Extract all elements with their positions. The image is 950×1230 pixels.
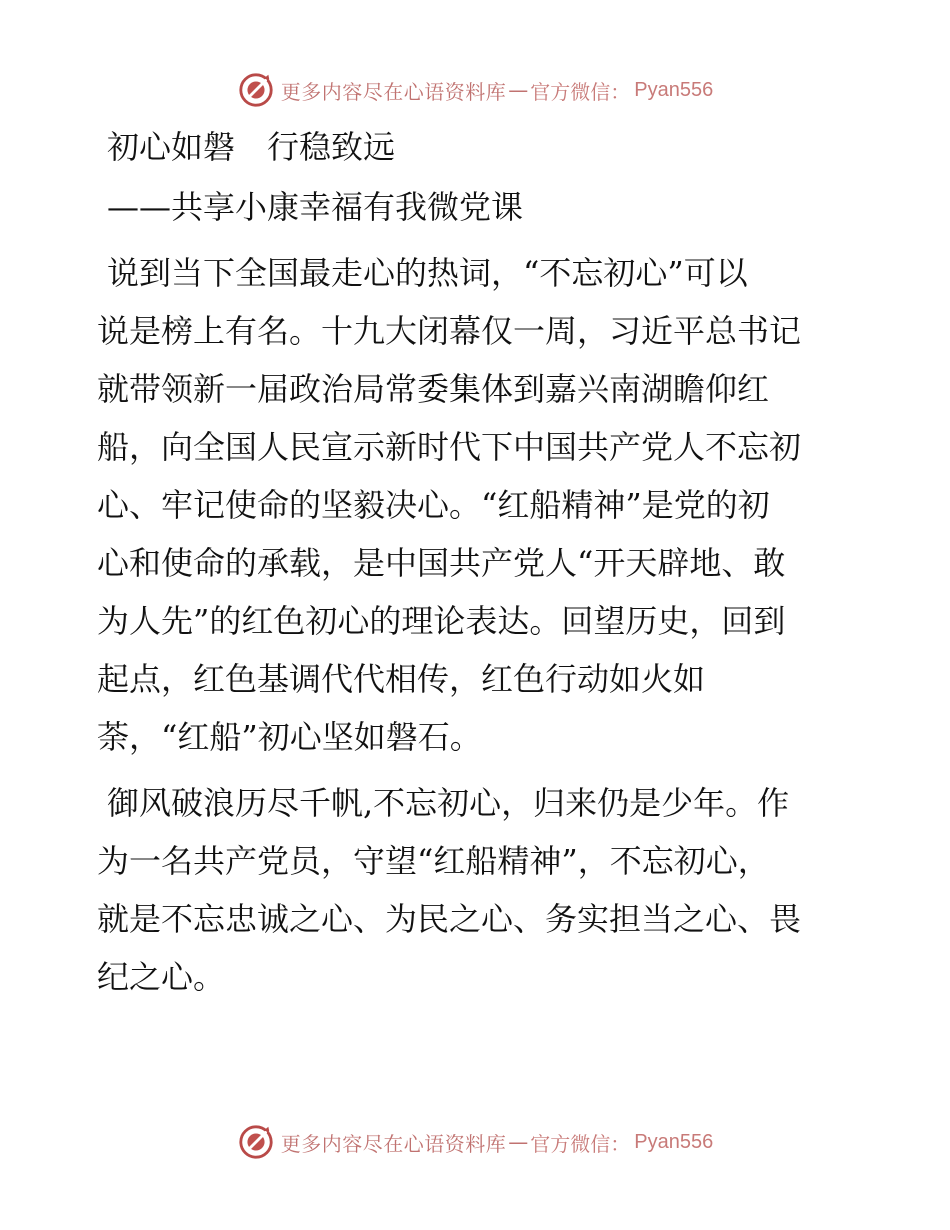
paragraph-2 <box>97 774 857 1006</box>
watermark-main-text: 更多内容尽在心语资料库 <box>280 1131 507 1156</box>
paragraph-line: 为一名共产党员，守望“红船精神”，不忘初心， <box>97 842 770 880</box>
paragraph-line: 心、牢记使命的坚毅决心。“红船精神”是党的初 <box>97 486 770 524</box>
paragraph-line: 起点，红色基调代代相传，红色行动如火如 <box>97 660 706 698</box>
watermark-label: 官方微信： <box>530 1131 631 1156</box>
paragraph-line: 船，向全国人民宣示新时代下中国共产党人不忘初 <box>97 428 802 466</box>
header-watermark <box>0 70 950 110</box>
paragraph-line: 纪之心。 <box>97 958 226 996</box>
paragraph-line: 就是不忘忠诚之心、为民之心、务实担当之心、畏 <box>97 900 802 938</box>
paragraph-1 <box>97 244 857 766</box>
paragraph-line: 就带领新一届政治局常委集体到嘉兴南湖瞻仰红 <box>97 370 770 408</box>
document-body <box>97 118 857 1006</box>
logo-icon <box>237 1123 275 1161</box>
paragraph-line: 为人先”的红色初心的理论表达。回望历史，回到 <box>97 602 786 640</box>
watermark-handle: Pyan556 <box>634 1130 714 1153</box>
watermark-separator: — <box>508 1130 529 1154</box>
logo-icon <box>237 71 275 109</box>
paragraph-line: 说是榜上有名。十九大闭幕仅一周，习近平总书记 <box>97 312 802 350</box>
paragraph-line: 说到当下全国最走心的热词，“不忘初心”可以 <box>107 254 748 292</box>
footer-watermark <box>0 1122 950 1162</box>
watermark-label: 官方微信： <box>530 79 631 104</box>
watermark-separator: — <box>508 78 529 102</box>
document-subtitle: ——共享小康幸福有我微党课 <box>107 188 524 226</box>
watermark-main-text: 更多内容尽在心语资料库 <box>280 79 507 104</box>
paragraph-line: 荼，“红船”初心坚如磐石。 <box>97 718 482 756</box>
paragraph-line: 心和使命的承载，是中国共产党人“开天辟地、敢 <box>97 544 786 582</box>
watermark-handle: Pyan556 <box>634 78 714 101</box>
paragraph-line: 御风破浪历尽千帆,不忘初心，归来仍是少年。作 <box>107 784 790 822</box>
document-title: 初心如磐 行稳致远 <box>107 128 396 166</box>
